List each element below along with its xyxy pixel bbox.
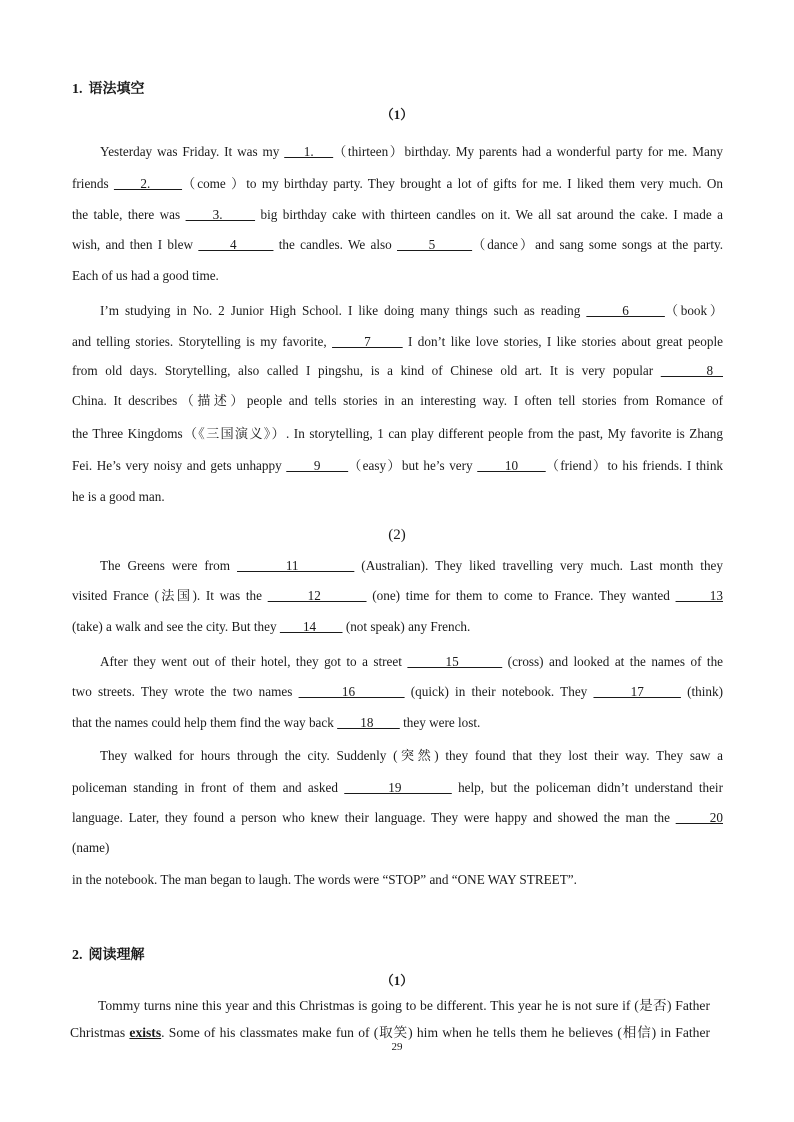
text-run: they were lost. [399,715,481,730]
text-line [72,714,723,732]
blank-16: 16 [298,684,405,699]
text-run: the table, there was [72,207,186,222]
blank-19: 19 [344,780,452,795]
page-number: 29 [391,1041,403,1053]
text-run: （thirteen）birthday. My parents had a wonderful party for me. Many [333,144,724,159]
text-run: language. Later, they found a person who knew their language. They were happy and showed the man the [72,810,676,825]
text-line [72,175,723,193]
text-run: I don’t like love stories, I like stories about great people [402,334,723,349]
blank-4: 4 [198,237,274,252]
text-line [72,457,723,475]
text-run: （easy）but he’s very [348,458,478,473]
text-run: （friend）to his friends. I think [545,458,724,473]
text-run: China. It describes（描述）people and tells stories in an interesting way. I often tell stories from Romance of [72,393,723,408]
text-run: the candles. We also [273,237,397,252]
text-run: （dance）and sang some songs at the party. [472,237,724,252]
text-run: that the names could help them find the way back [72,715,338,730]
section-1-part-2-label: (2) [388,527,406,543]
text-line [72,206,723,224]
text-run: Fei. He’s very noisy and gets unhappy [72,458,287,473]
text-line [100,302,723,320]
text-run: (cross) and looked at the names of the [502,654,724,669]
text-line [72,267,723,285]
text-line [72,392,723,410]
text-run: （book） [664,303,724,318]
text-run: The Greens were from [100,558,238,573]
text-line [100,557,723,575]
text-run: visited France (法国). It was the [72,588,268,603]
text-line [98,997,710,1015]
text-run: the Three Kingdoms（《三国演义》）. In storytelling, 1 can play different people from the past, My favorite is Zhang [72,426,723,441]
text-run: . Some of his classmates make fun of (取笑) him when he tells them he believes (相信) in Father [161,1025,710,1040]
section-2-number: 2. [72,948,83,963]
text-run: (name) [72,840,110,855]
section-2-part-1-label: （1） [380,973,414,988]
section-1-title: 语法填空 [88,81,145,97]
emphasized-word: exists [129,1025,162,1040]
text-line [72,587,723,605]
text-run: （come ）to my birthday party. They brought a lot of gifts for me. I liked them very much. On [182,176,724,191]
text-run: (Australian). They liked travelling very much. Last month they [354,558,724,573]
text-line [72,236,723,254]
text-run: I’m studying in No. 2 Junior High School. I like doing many things such as reading [100,303,587,318]
blank-14: 14 [279,619,343,634]
blank-6: 6 [586,303,665,318]
text-line [72,871,723,889]
text-line [72,488,723,506]
text-line [72,333,723,351]
text-line [72,683,723,701]
text-run: After they went out of their hotel, they got to a street [100,654,408,669]
text-line [72,425,723,443]
text-run: Each of us had a good time. [72,268,219,283]
text-run: friends [72,176,114,191]
blank-10: 10 [477,458,546,473]
text-line [100,747,723,765]
text-run: from old days. Storytelling, also called I pingshu, is a kind of Chinese old art. It is very popular [72,363,661,378]
blank-17: 17 [593,684,681,699]
text-line [72,779,723,797]
text-run: in the notebook. The man began to laugh. The words were “STOP” and “ONE WAY STREET”. [72,872,577,887]
blank-1: 1. [284,144,334,159]
text-run: Tommy turns nine this year and this Christmas is going to be different. This year he is not sure if (是否) Father [98,998,710,1013]
text-run: wish, and then I blew [72,237,199,252]
blank-5: 5 [397,237,473,252]
text-line [100,653,723,671]
blank-7: 7 [332,334,403,349]
text-run: he is a good man. [72,489,165,504]
text-run: two streets. They wrote the two names [72,684,299,699]
text-run: big birthday cake with thirteen candles on it. We all sat around the cake. I made a [255,207,724,222]
section-2-heading [72,944,145,964]
text-run: help, but the policeman didn’t understand their [451,780,723,795]
text-run: (one) time for them to come to France. They wanted [366,588,676,603]
section-2-title: 阅读理解 [88,947,145,963]
blank-8: 8 [660,363,723,378]
text-run: (quick) in their notebook. They [404,684,594,699]
text-run: (think) [680,684,724,699]
text-run: policeman standing in front of them and asked [72,780,345,795]
blank-15: 15 [407,654,503,669]
section-1-heading [72,78,145,98]
blank-11: 11 [237,558,355,573]
text-run: (not speak) any French. [342,619,471,634]
section-1-part-1-label: （1） [380,107,414,122]
text-line [72,618,723,636]
text-line [70,1024,710,1042]
blank-18: 18 [337,715,400,730]
blank-3: 3. [185,207,256,222]
text-run: They walked for hours through the city. Suddenly (突然) they found that they lost their way. They saw a [100,748,723,763]
text-line [100,143,723,161]
text-run: Christmas [70,1025,130,1040]
blank-9: 9 [286,458,349,473]
text-run: (take) a walk and see the city. But they [72,619,280,634]
blank-13: 13 [675,588,723,603]
text-line [72,362,723,380]
blank-2: 2. [113,176,183,191]
text-line [72,839,723,857]
text-run: Yesterday was Friday. It was my [100,144,285,159]
blank-20: 20 [675,810,723,825]
section-1-number: 1. [72,82,83,97]
blank-12: 12 [267,588,367,603]
text-run: and telling stories. Storytelling is my favorite, [72,334,333,349]
text-line [72,809,723,827]
